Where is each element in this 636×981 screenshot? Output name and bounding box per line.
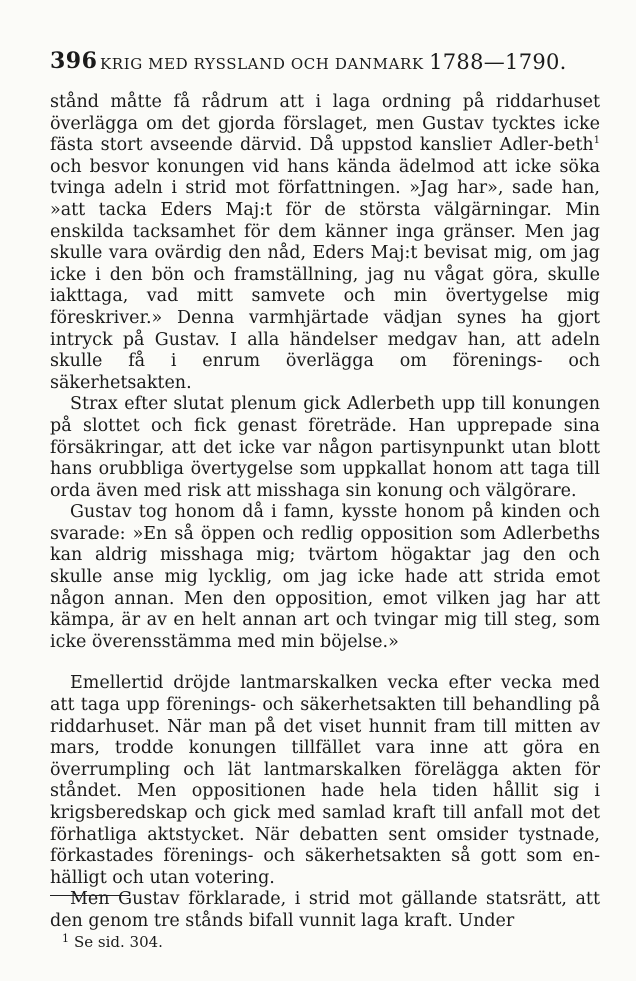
paragraph-2: Strax efter slutat plenum gick Adlerbeth upp till konungen på slottet och fick genast företräde. Han upprepade sina försäkringar, att det icke var någon partisynpunkt utan blott hans orubbliga övertygelse som uppkallat honom att taga till orda även med risk att misshaga sin konung och välgörare. [50, 394, 600, 501]
running-title [100, 48, 567, 78]
footnote-text: Se sid. 304. [74, 933, 163, 951]
footnote-marker: 1 [62, 932, 69, 945]
paragraph-1 [50, 92, 600, 394]
footnote-reference: 1 [593, 135, 600, 147]
page-number: 396 [50, 48, 98, 74]
paragraph-4: Emellertid dröjde lantmarskalken vecka efter vecka med att taga upp förenings- och säkerhetsakten till behandling på riddarhuset. När man på det viset hunnit fram till mitten av mars, trodde konungen tillfället vara inne att göra en överrumpling och lät lantmarskalken förelägga akten för ståndet. Men oppositionen hade hela tiden hållit sig i krigsberedskap och gick med samlad kraft till anfall mot det förhatliga aktstycket. När debatten sent omsider tystnade, förkastades förenings- och säkerhetsakten så gott som en-hälligt och utan votering. [50, 673, 600, 888]
paragraph-5: Men Gustav förklarade, i strid mot gällande statsrätt, att den genom tre stånds bifall vunnit laga kraft. Under [50, 889, 600, 931]
footnote-divider [50, 895, 130, 896]
footnote [62, 932, 163, 952]
paragraph-1-text-b: och besvor konungen vid hans kända ädelmod att icke söka tvinga adeln i strid mot författningen. »Jag har», sade han, »att tacka Eders Maj:t för de största välgärningar. Min enskilda tacksamhet för dem känner inga gränser. Men jag skulle vara ovärdig den nåd, Eders Maj:t bevisat mig, om jag icke i den bön och framställning, jag nu vågat göra, skulle iakttaga, vad mitt samvete och min övertygelse mig föreskriver.» Denna varmhjärtade vädjan synes ha gjort intryck på Gustav. I alla händelser medgav han, att adeln skulle få i enrum överlägga om förenings- och säkerhetsakten. [50, 156, 600, 393]
paragraph-3: Gustav tog honom då i famn, kysste honom på kinden och svarade: »En så öppen och redlig opposition som Adlerbeths kan aldrig misshaga mig; tvärtom högaktar jag den och skulle anse mig lycklig, om jag icke hade att strida emot någon annan. Men den opposition, emot vilken jag har att kämpa, är av en helt annan art och tvingar mig till steg, som icke överensstämma med min böjelse.» [50, 502, 600, 652]
paragraph-1-text-a: stånd måtte få rådrum att i laga ordning på riddarhuset överlägga om det gjorda förslaget, men Gustav tycktes icke fästa stort avseende därvid. Då uppstod kansliет Adler-beth [50, 92, 600, 156]
running-header [50, 46, 600, 76]
body-text [50, 92, 600, 933]
running-title-years: 1788—1790. [429, 50, 567, 74]
running-title-text: KRIG MED RYSSLAND OCH DANMARK [100, 55, 424, 73]
